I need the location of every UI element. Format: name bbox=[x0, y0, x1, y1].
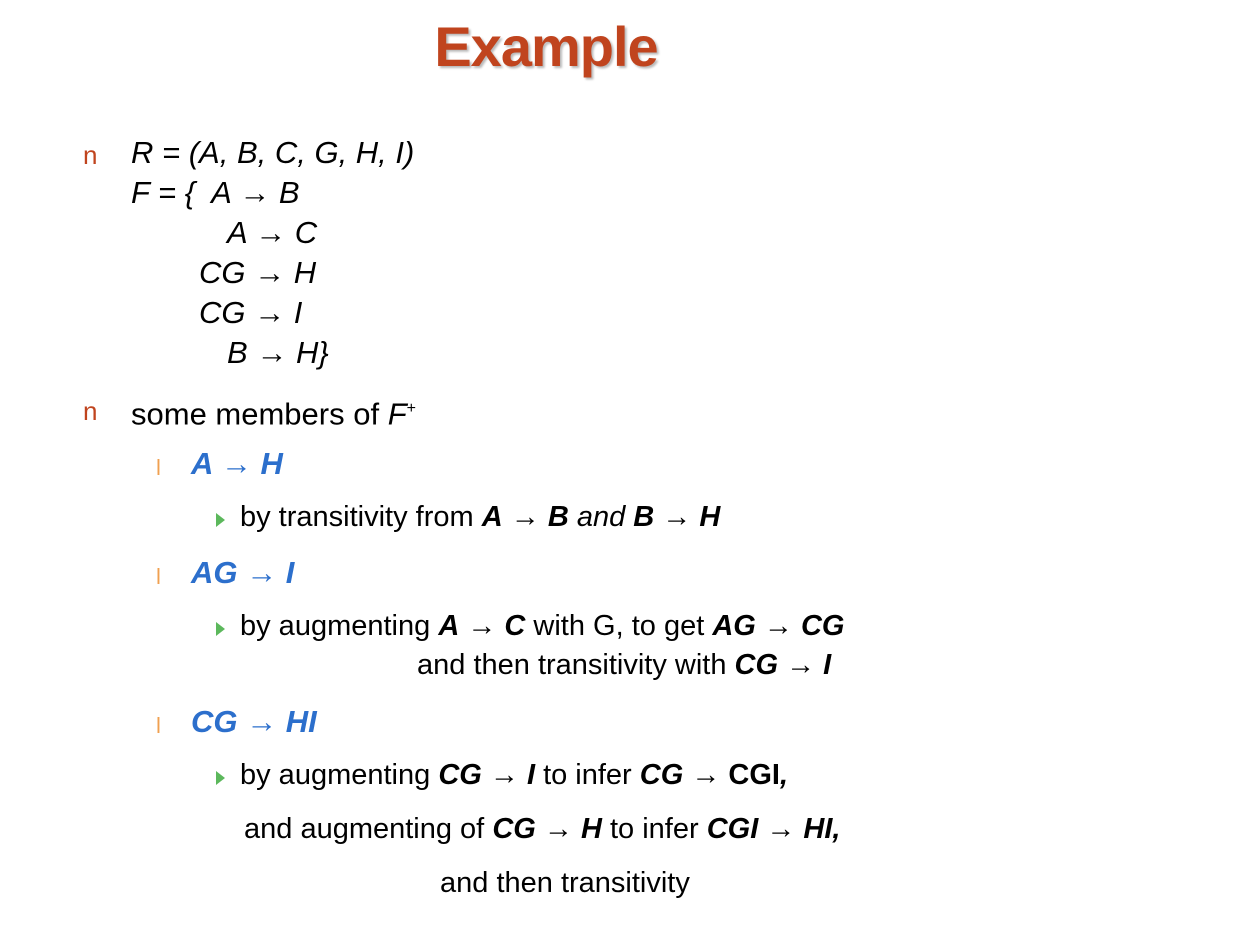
text: and then transitivity with bbox=[417, 649, 727, 681]
derived-fd bbox=[191, 704, 317, 740]
arrow-icon: → bbox=[254, 295, 286, 330]
fd-rhs: HI bbox=[285, 704, 317, 739]
arrow-icon: → bbox=[256, 335, 288, 370]
arrow-icon: → bbox=[254, 255, 286, 290]
arrow-bullet-icon bbox=[216, 513, 225, 527]
fd-rhs: H bbox=[699, 501, 721, 533]
fd-lhs: CG bbox=[734, 649, 779, 681]
sub-bullet-marker: l bbox=[156, 713, 161, 738]
fd-row bbox=[227, 333, 329, 373]
arrow-icon: → bbox=[691, 759, 721, 791]
fd-lhs: A bbox=[438, 610, 460, 642]
fd-rhs: B bbox=[278, 175, 300, 210]
fd-lhs: A bbox=[211, 175, 231, 210]
arrow-icon: → bbox=[467, 610, 497, 642]
derivation-explanation-cont bbox=[440, 867, 690, 900]
fd-lhs: AG bbox=[712, 610, 756, 642]
derivation-explanation bbox=[240, 610, 844, 643]
sub-bullet-marker: l bbox=[156, 455, 161, 480]
f-close: } bbox=[318, 335, 329, 370]
f-open: F = { bbox=[131, 175, 196, 210]
fd-lhs: AG bbox=[191, 555, 238, 590]
fd-lhs: CGI bbox=[706, 813, 759, 845]
arrow-icon: → bbox=[763, 610, 793, 642]
derivation-explanation bbox=[240, 501, 720, 534]
members-plus: + bbox=[406, 400, 416, 417]
fd-rhs: H bbox=[295, 335, 319, 370]
fd-rhs: CGI bbox=[728, 759, 780, 791]
arrow-icon: → bbox=[786, 649, 816, 681]
fd-lhs: CG bbox=[191, 704, 238, 739]
bullet-marker: n bbox=[83, 396, 98, 426]
fd-row bbox=[227, 213, 317, 253]
fd-rhs: C bbox=[504, 610, 526, 642]
fd-rhs: I bbox=[293, 295, 303, 330]
fd-lhs: B bbox=[633, 501, 655, 533]
derivation-explanation: by augmenting CG → I to infer CG → CGI, bbox=[240, 759, 789, 791]
fd-rhs: I bbox=[285, 555, 295, 590]
arrow-icon: → bbox=[543, 813, 573, 845]
members-f: F bbox=[387, 396, 407, 432]
fd-row bbox=[199, 293, 302, 333]
fd-rhs: HI bbox=[803, 813, 833, 845]
fd-lhs: CG bbox=[438, 759, 482, 791]
fd-lhs: CG bbox=[199, 295, 246, 330]
derived-fd bbox=[191, 555, 294, 591]
arrow-bullet-icon bbox=[216, 771, 225, 785]
fd-rhs: H bbox=[580, 813, 602, 845]
arrow-icon: → bbox=[246, 704, 278, 739]
text: with G, to get bbox=[533, 610, 705, 642]
bullet-marker: n bbox=[83, 140, 98, 170]
fd-lhs: CG bbox=[199, 255, 246, 290]
fd-rhs: I bbox=[526, 759, 535, 791]
arrow-icon: → bbox=[220, 446, 252, 481]
fd-rhs: H bbox=[260, 446, 283, 481]
fd-row bbox=[199, 253, 316, 293]
title-text: Example bbox=[434, 15, 658, 78]
fd-lhs: CG bbox=[639, 759, 684, 791]
derived-fd bbox=[191, 446, 283, 482]
fd-lhs: A bbox=[227, 215, 247, 250]
fd-lhs: A bbox=[481, 501, 503, 533]
arrow-icon: → bbox=[255, 215, 287, 250]
text: and bbox=[576, 501, 626, 533]
arrow-icon: → bbox=[662, 501, 692, 533]
arrow-icon: → bbox=[489, 759, 519, 791]
text: and then transitivity bbox=[440, 867, 690, 899]
text: by transitivity from bbox=[240, 501, 474, 533]
text: and augmenting of bbox=[244, 813, 485, 845]
fd-rhs: H bbox=[293, 255, 317, 290]
arrow-icon: → bbox=[239, 175, 271, 210]
arrow-icon: → bbox=[766, 813, 796, 845]
members-heading bbox=[131, 389, 416, 434]
arrow-icon: → bbox=[510, 501, 540, 533]
members-intro: some members of bbox=[131, 396, 380, 432]
fd-rhs: C bbox=[294, 215, 318, 250]
fd-rhs: B bbox=[547, 501, 569, 533]
fd-lhs: CG bbox=[492, 813, 536, 845]
fd-lhs: A bbox=[191, 446, 213, 481]
derivation-explanation-cont bbox=[417, 649, 831, 682]
text: to infer bbox=[609, 813, 699, 845]
arrow-bullet-icon bbox=[216, 622, 225, 636]
fd-lhs: B bbox=[227, 335, 248, 370]
slide-title bbox=[0, 14, 1092, 79]
arrow-icon: → bbox=[246, 555, 278, 590]
relation-r: R = (A, B, C, G, H, I) bbox=[131, 135, 415, 170]
sub-bullet-marker: l bbox=[156, 564, 161, 589]
fd-row bbox=[131, 173, 300, 213]
text: by augmenting bbox=[240, 759, 431, 791]
derivation-explanation-cont: and augmenting of CG → H to infer CGI → HI, bbox=[244, 813, 841, 845]
fd-rhs: I bbox=[823, 649, 832, 681]
text: by augmenting bbox=[240, 610, 431, 642]
text: to infer bbox=[543, 759, 632, 791]
fd-rhs: CG bbox=[800, 610, 845, 642]
